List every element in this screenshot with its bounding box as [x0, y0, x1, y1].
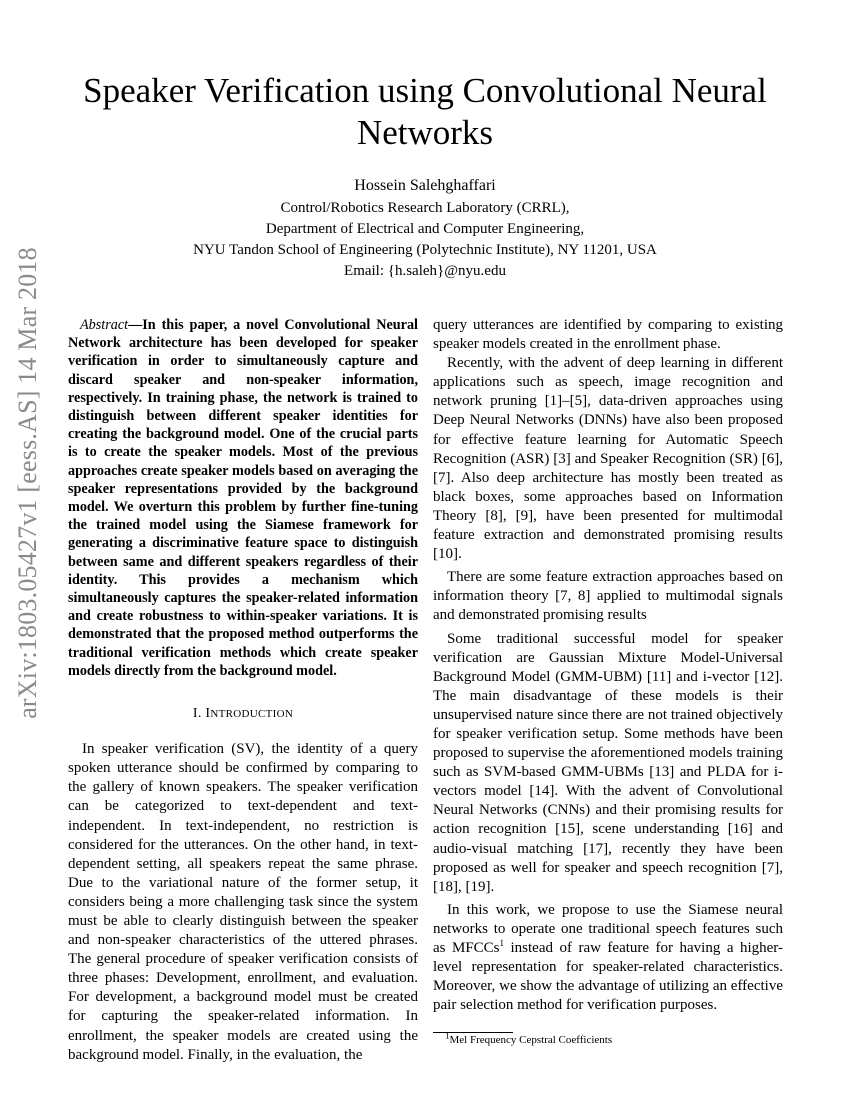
this-work-text-before: In this work, we propose to use the Siamese neural networks to operate one traditional speech features such as MFCCs — [433, 901, 783, 956]
footnote-ref: 1 — [499, 938, 505, 948]
author-block — [60, 175, 790, 282]
left-column — [68, 316, 418, 1065]
section-numeral: I. — [192, 706, 206, 722]
paper-title: Speaker Verification using Convolutional Neural Networks — [83, 71, 767, 152]
section-rest: NTRODUCTION — [210, 708, 294, 721]
abstract-label: Abstract — [80, 317, 129, 333]
intro-paragraph-1: In speaker verification (SV), the identity of a query spoken utterance should be confirmed by comparing to the gallery of known speakers. The speaker verification can be categorized to text-dependent and text-independent. In text-independent, no restriction is considered for the utterances. On the other hand, in text-dependent setting, all speakers repeat the same phrase. Due to the variational nature of the former setup, it considers being a more challenging task since the system must be able to clearly distinguish between the speaker and non-speaker characteristics of the uttered phrases. The general procedure of speaker verification consists of three phases: Development, enrollment, and evaluation. For development, a background model must be created for capturing the speaker-related information. In enrollment, the speaker models are created using the background model. Finally, in the evaluation, the — [68, 741, 418, 1063]
footnote-text: Mel Frequency Cepstral Coefficients — [449, 1034, 613, 1047]
abstract — [68, 316, 418, 680]
author-department: Department of Electrical and Computer Engineering, — [265, 221, 585, 237]
right-paragraph-this-work — [433, 901, 783, 1016]
right-paragraph-deep-learning: Recently, with the advent of deep learning in different applications such as speech, image recognition and network pruning [1]–[5], data-driven approaches using Deep Neural Networks (DNNs) have also been proposed for effective feature learning for Automatic Speech Recognition (ASR) [3] and Speaker Recognition (SR) [6], [7]. Also deep architecture has mostly been treated as black boxes, some approaches based on Information Theory [8], [9], have been presented for multimodal feature extraction and demonstrated promising results [10]. — [433, 355, 783, 563]
right-paragraph-traditional-models: Some traditional successful model for speaker verification are Gaussian Mixture Model-Universal Background Model (GMM-UBM) [11] and i-vector [12]. The main disadvantage of these models is their unsupervised nature since there are not trained objectively for speaker verification setup. Some methods have been proposed to supervise the aforementioned models training such as SVM-based GMM-UBMs [13] and PLDA for i-vectors model [14]. With the advent of Convolutional Neural Networks (CNNs) and their promising results for action recognition [15], scene understanding [16] and audio-visual matching [17], recently they have been proposed as well for speaker and speech recognition [7], [18], [19]. — [433, 630, 783, 895]
right-column — [433, 316, 783, 1047]
right-paragraph-continued: query utterances are identified by comparing to existing speaker models created in the enrollment phase. — [433, 317, 783, 353]
section-first-letter: I — [205, 706, 211, 722]
arxiv-id: arXiv:1803.05427v1 [eess.AS] 14 Mar 2018 — [13, 247, 43, 719]
footnote-mark: 1 — [445, 1030, 450, 1041]
author-school: NYU Tandon School of Engineering (Polytechnic Institute), NY 11201, USA — [193, 242, 657, 258]
abstract-text: —In this paper, a novel Convolutional Neural Network architecture has been developed for speaker verification in order to simultaneously capture and discard speaker and non-speaker information, respectively. In training phase, the network is trained to distinguish between different speaker identities for creating the background model. One of the crucial parts is to create the speaker models. Most of the previous approaches create speaker models based on averaging the speaker representations provided by the background model. We overturn this problem by further fine-tuning the trained model using the Siamese framework for generating a discriminative feature space to distinguish between same and different speakers regardless of their identity. This provides a mechanism which simultaneously captures the speaker-related information and create robustness to within-speaker variations. It is demonstrated that the proposed method outperforms the traditional verification methods which create speaker models directly from the background model. — [68, 317, 418, 679]
arxiv-watermark — [10, 247, 46, 719]
right-paragraph-information-theory: There are some feature extraction approaches based on information theory [7, 8] applied to multimodal signals and demonstrated promising results — [433, 569, 783, 624]
section-heading-introduction — [68, 704, 418, 724]
author-name: Hossein Salehghaffari — [354, 177, 496, 194]
author-email: Email: {h.saleh}@nyu.edu — [344, 263, 506, 279]
author-lab: Control/Robotics Research Laboratory (CRRL), — [280, 200, 570, 216]
footnote — [433, 1030, 783, 1047]
this-work-text-after: instead of raw feature for having a higher-level representation for speaker-related characteristics. Moreover, we show the advantage of utilizing an effective pair selection method for verification purposes. — [433, 940, 783, 1014]
